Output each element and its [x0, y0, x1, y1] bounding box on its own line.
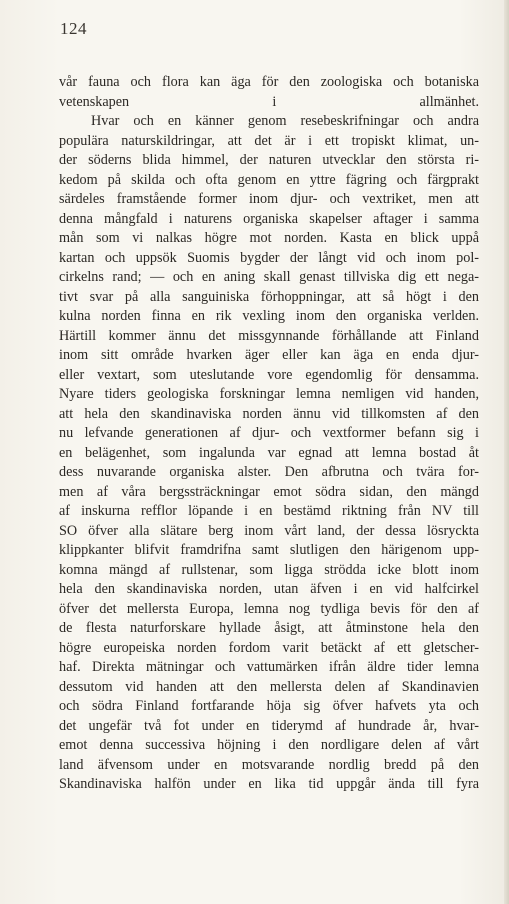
text-line: komna mängd af rullstenar, som ligga strödda icke blott inom — [59, 561, 479, 578]
text-line: att hela den skandinaviska norden ännu vid tillkomsten af den — [59, 405, 479, 422]
text-line: haf. Direkta mätningar och vattumärken ifrån äldre tider lemna — [59, 659, 479, 675]
text-line: vetenskapen i allmänhet. — [59, 93, 479, 110]
text-line: nu lefvande generationen af djur- och vextformer befann sig i — [59, 425, 479, 441]
text-line: Skandinaviska halfön under en lika tid uppgår ända till fyra — [59, 776, 479, 792]
text-line: SO öfver alla slätare berg inom vårt land, der dessa lösryckta — [59, 522, 479, 539]
text-line: men af våra bergssträckningar emot södra sidan, den mängd — [59, 483, 479, 500]
text-line: öfver det mellersta Europa, lemna nog tydliga bevis för den af — [59, 600, 479, 617]
text-line: cirkelns rand; — och en aning skall genast tillviska dig ett nega- — [59, 269, 479, 285]
text-line: dessutom vid handen att den mellersta delen af Skandinavien — [59, 678, 479, 695]
text-line: hela den skandinaviska norden, utan äfven i en vid halfcirkel — [59, 581, 479, 597]
text-line: tivt svar på alla sanguiniska förhoppningar, att så högt i den — [59, 288, 479, 305]
text-line: der söderns blida himmel, der naturen utvecklar den största ri- — [59, 152, 479, 168]
page-edge — [504, 0, 509, 904]
text-line: högre europeiska norden fordom varit betäckt af ett gletscher- — [59, 639, 479, 656]
text-line: mån som vi nalkas högre mot norden. Kasta en blick uppå — [59, 230, 479, 246]
text-line: inom sitt område hvarken äger eller kan äga en enda djur- — [59, 347, 479, 363]
text-line: dess nuvarande organiska alster. Den afbrutna och tvära for- — [59, 464, 479, 480]
text-line: särdeles framstående former inom djur- och vextriket, men att — [59, 191, 479, 207]
text-line: en belägenhet, som ingalunda var egnad att lemna bostad åt — [59, 444, 479, 461]
text-line: vår fauna och flora kan äga för den zoologiska och botaniska — [59, 74, 479, 90]
text-line: Härtill kommer ännu det missgynnande förhållande att Finland — [59, 327, 479, 344]
page-number: 124 — [60, 19, 87, 38]
text-line: eller vextart, som uteslutande vore egendomlig för densamma. — [59, 366, 479, 383]
text-line: emot denna successiva höjning i den nordligare delen af vårt — [59, 737, 479, 753]
text-line: Hvar och en känner genom resebeskrifningar och andra — [91, 113, 479, 129]
text-line: och södra Finland fortfarande höja sig öfver hafvets yta och — [59, 698, 479, 714]
text-line: kulna norden finna en rik vexling inom den organiska verlden. — [59, 308, 479, 324]
text-line: Nyare tiders geologiska forskningar lemna nemligen vid handen, — [59, 386, 479, 402]
text-line: kartan och uppsök Suomis bygder der långt vid och inom pol- — [59, 249, 479, 266]
text-line: af inskurna refflor löpande i en bestämd riktning från NV till — [59, 503, 479, 519]
text-line: det ungefär två fot under en tiderymd af hundrade år, hvar- — [59, 717, 479, 734]
text-line: denna mångfald i naturens organiska skapelser aftager i samma — [59, 210, 479, 227]
body-text — [59, 73, 479, 795]
text-line: kedom på skilda och ofta genom en yttre fägring och färgprakt — [59, 171, 479, 188]
text-line: klippkanter blifvit framdrifna samt slutligen den härigenom upp- — [59, 542, 479, 558]
text-line: populära naturskildringar, att det är i ett tropiskt klimat, un- — [59, 132, 479, 149]
text-line: land äfvensom under en motsvarande nordlig bredd på den — [59, 756, 479, 773]
text-line: de flesta naturforskare hyllade åsigt, att åtminstone hela den — [59, 620, 479, 636]
